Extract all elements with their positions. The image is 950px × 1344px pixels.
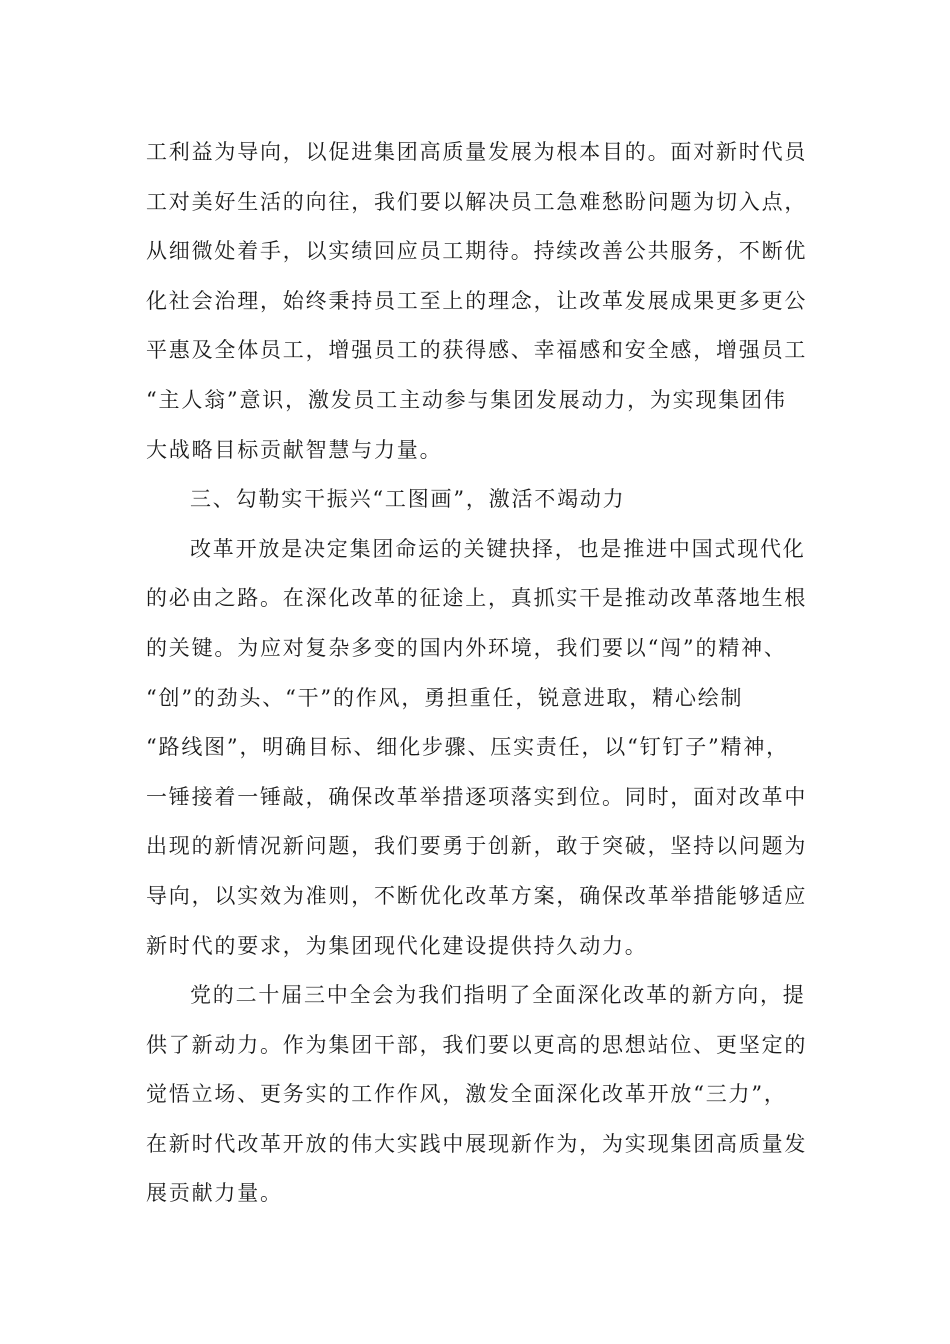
paragraph-line: 觉悟立场、更务实的工作作风，激发全面深化改革开放“三力”， xyxy=(146,1082,787,1107)
paragraph-line: “路线图”，明确目标、细化步骤、压实责任，以“钉钉子”精神， xyxy=(146,735,789,760)
paragraph-line: 工对美好生活的向往，我们要以解决员工急难愁盼问题为切入点， xyxy=(146,189,808,214)
paragraph-line: 供了新动力。作为集团干部，我们要以更高的思想站位、更坚定的 xyxy=(146,1032,808,1057)
paragraph-line: 党的二十届三中全会为我们指明了全面深化改革的新方向，提 xyxy=(190,983,806,1008)
paragraph-line: 改革开放是决定集团命运的关键抉择，也是推进中国式现代化 xyxy=(190,536,806,561)
section-heading: 三、勾勒实干振兴“工图画”，激活不竭动力 xyxy=(190,487,626,512)
paragraph-line: 的必由之路。在深化改革的征途上，真抓实干是推动改革落地生根 xyxy=(146,586,808,611)
paragraph-line: 在新时代改革开放的伟大实践中展现新作为，为实现集团高质量发 xyxy=(146,1131,808,1156)
body-text xyxy=(146,132,816,1223)
paragraph-line: 导向，以实效为准则，不断优化改革方案，确保改革举措能够适应 xyxy=(146,883,808,908)
paragraph-line: 新时代的要求，为集团现代化建设提供持久动力。 xyxy=(146,933,648,958)
paragraph-line: 一锤接着一锤敲，确保改革举措逐项落实到位。同时，面对改革中 xyxy=(146,784,808,809)
paragraph-line: 工利益为导向，以促进集团高质量发展为根本目的。面对新时代员 xyxy=(146,140,808,164)
paragraph-line: “主人翁”意识，激发员工主动参与集团发展动力，为实现集团伟 xyxy=(146,387,787,412)
paragraph-line: 从细微处着手，以实绩回应员工期待。持续改善公共服务，不断优 xyxy=(146,239,808,264)
paragraph-line: 平惠及全体员工，增强员工的获得感、幸福感和安全感，增强员工 xyxy=(146,338,808,363)
paragraph-line: 化社会治理，始终秉持员工至上的理念，让改革发展成果更多更公 xyxy=(146,288,808,313)
paragraph-line: 大战略目标贡献智慧与力量。 xyxy=(146,437,443,462)
paragraph-line: 的关键。为应对复杂多变的国内外环境，我们要以“闯”的精神、 xyxy=(146,635,787,660)
paragraph-line: 出现的新情况新问题，我们要勇于创新，敢于突破，坚持以问题为 xyxy=(146,834,808,859)
paragraph-line: “创”的劲头、“干”的作风，勇担重任，锐意进取，精心绘制 xyxy=(146,685,744,710)
paragraph-line: 展贡献力量。 xyxy=(146,1181,283,1206)
